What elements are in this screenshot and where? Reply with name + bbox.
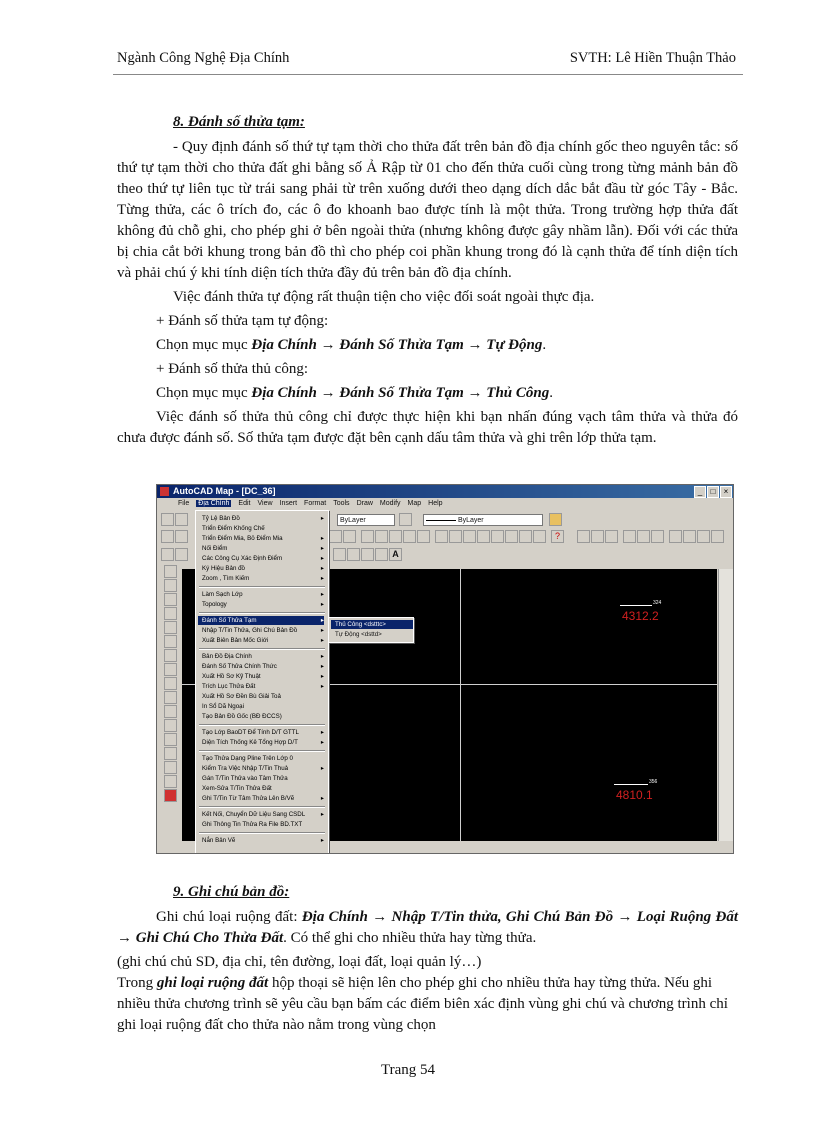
menu-item-label: Ký Hiệu Bản đồ bbox=[202, 565, 245, 572]
menu-item-label: Làm Sạch Lớp bbox=[202, 591, 243, 598]
menu-item[interactable] bbox=[202, 728, 324, 737]
menu-item[interactable] bbox=[202, 544, 324, 553]
submenu-arrow-icon: ▸ bbox=[320, 765, 324, 772]
tool-icon[interactable] bbox=[164, 663, 177, 676]
zoom-icon[interactable] bbox=[519, 530, 532, 543]
section-8-paragraph-5: + Đánh số thửa thủ công: bbox=[156, 361, 308, 377]
tool-icon[interactable] bbox=[164, 635, 177, 648]
tool-icon[interactable] bbox=[164, 733, 177, 746]
tool-icon[interactable] bbox=[164, 565, 177, 578]
p4-prefix: Chọn mục mục bbox=[156, 337, 252, 353]
tool-icon[interactable] bbox=[164, 761, 177, 774]
menu-item-label: Diện Tích Thống Kê Tổng Hợp D/T bbox=[202, 739, 298, 746]
tool-icon[interactable] bbox=[683, 530, 696, 543]
menu-file[interactable]: File bbox=[178, 500, 190, 507]
s9-p1-prefix: Ghi chú loại ruộng đất: bbox=[156, 909, 302, 925]
menu-item-label: Đánh Số Thửa Chính Thức bbox=[202, 663, 277, 670]
tool-icon[interactable] bbox=[651, 530, 664, 543]
tool-icon[interactable] bbox=[669, 530, 682, 543]
vertical-scrollbar[interactable] bbox=[718, 569, 733, 841]
menu-item[interactable] bbox=[202, 794, 324, 803]
submenu-arrow-icon: ▸ bbox=[320, 617, 324, 624]
minimize-icon[interactable]: _ bbox=[694, 486, 706, 498]
menu-item-label: In Sổ Dã Ngoại bbox=[202, 703, 244, 710]
tool-icon[interactable] bbox=[463, 530, 476, 543]
menu-separator bbox=[199, 832, 325, 834]
menu-item-label: Bản Đồ Địa Chính bbox=[202, 653, 252, 660]
tool-icon[interactable] bbox=[164, 621, 177, 634]
section-9-paragraph-1 bbox=[117, 907, 738, 949]
menu-separator bbox=[199, 750, 325, 752]
parcel-number-small: 356 bbox=[649, 779, 658, 785]
menu-bar bbox=[157, 498, 733, 510]
submenu-arrow-icon: ▸ bbox=[320, 653, 324, 660]
tool-icon[interactable] bbox=[175, 548, 188, 561]
menu-separator bbox=[199, 612, 325, 614]
tool-icon[interactable] bbox=[577, 530, 590, 543]
menu-item-label: Kiểm Tra Việc Nhập T/Tin Thuả bbox=[202, 765, 289, 772]
tool-icon[interactable] bbox=[477, 530, 490, 543]
tool-icon[interactable] bbox=[161, 513, 174, 526]
menu-item[interactable] bbox=[202, 600, 324, 609]
menu-view[interactable]: View bbox=[257, 500, 273, 507]
tool-icon[interactable] bbox=[591, 530, 604, 543]
tool-icon[interactable] bbox=[164, 607, 177, 620]
window-title: AutoCAD Map - [DC_36] bbox=[173, 486, 276, 496]
section-9-heading: 9. Ghi chú bản đồ: bbox=[173, 884, 290, 900]
menu-item[interactable] bbox=[202, 764, 324, 773]
menu-item-label: Ghi Thông Tin Thửa Ra File BD.TXT bbox=[202, 821, 303, 828]
menu-item-label: Ghi T/Tin Từ Tâm Thửa Lên B/Vẽ bbox=[202, 795, 295, 802]
menu-item-label: Tỷ Lệ Bản Đồ bbox=[202, 515, 240, 522]
left-toolbar bbox=[162, 565, 179, 805]
close-icon[interactable]: × bbox=[720, 486, 732, 498]
submenu-arrow-icon: ▸ bbox=[320, 601, 324, 608]
tool-icon[interactable] bbox=[347, 548, 360, 561]
menu-item-label: Nắn Bản Vẽ bbox=[202, 837, 236, 844]
menu-separator bbox=[199, 724, 325, 726]
submenu-arrow-icon: ▸ bbox=[320, 663, 324, 670]
color-icon[interactable] bbox=[549, 513, 562, 526]
submenu-arrow-icon: ▸ bbox=[320, 575, 324, 582]
zoom-icon[interactable] bbox=[533, 530, 546, 543]
tool-icon[interactable] bbox=[637, 530, 650, 543]
layer-combo[interactable]: ByLayer bbox=[337, 514, 395, 526]
submenu-arrow-icon: ▸ bbox=[320, 565, 324, 572]
menu-insert[interactable]: Insert bbox=[279, 500, 298, 507]
submenu-arrow-icon: ▸ bbox=[320, 837, 324, 844]
tool-icon[interactable] bbox=[361, 530, 374, 543]
menu-item[interactable] bbox=[202, 574, 324, 583]
menu-item-label: Tạo Bản Đồ Gốc (BĐ ĐCCS) bbox=[202, 713, 282, 720]
linetype-label: ByLayer bbox=[457, 517, 484, 524]
menu-item[interactable] bbox=[202, 692, 324, 701]
submenu-arrow-icon: ▸ bbox=[320, 811, 324, 818]
menu-item-label: Nối Điểm bbox=[202, 545, 228, 552]
menu-item-label: Triển Điểm Khống Chế bbox=[202, 525, 265, 532]
tool-icon[interactable] bbox=[389, 530, 402, 543]
menu-item[interactable] bbox=[202, 652, 324, 661]
tool-icon[interactable] bbox=[161, 530, 174, 543]
tool-icon[interactable] bbox=[711, 530, 724, 543]
menu-item[interactable] bbox=[202, 564, 324, 573]
menu-item-label: Các Công Cụ Xác Định Điểm bbox=[202, 555, 283, 562]
tool-icon[interactable] bbox=[333, 548, 346, 561]
menu-item-label: Kết Nối, Chuyển Dữ Liệu Sang CSDL bbox=[202, 811, 306, 818]
submenu-item-thu-cong[interactable]: Thủ Công <dstttc> bbox=[331, 620, 413, 629]
menu-path-manual: Địa Chính → Đánh Số Thửa Tạm → Thủ Công bbox=[251, 385, 550, 401]
menu-item-label: Nhập T/Tin Thửa, Ghi Chú Bản Đồ bbox=[202, 627, 298, 634]
menu-draw[interactable]: Draw bbox=[356, 500, 373, 507]
app-icon bbox=[160, 487, 169, 496]
tool-icon[interactable] bbox=[605, 530, 618, 543]
tool-icon[interactable] bbox=[164, 691, 177, 704]
dia-chinh-menu bbox=[195, 510, 329, 854]
tool-icon[interactable] bbox=[361, 548, 374, 561]
submenu-item-tu-dong[interactable]: Tự Động <dsttd> bbox=[335, 631, 382, 638]
menu-item[interactable] bbox=[202, 836, 324, 845]
section-9-paragraph-3 bbox=[117, 973, 738, 1036]
tool-icon[interactable] bbox=[164, 719, 177, 732]
menu-item[interactable] bbox=[202, 754, 324, 763]
menu-item-label: Gán T/Tin Thửa vào Tâm Thửa bbox=[202, 775, 288, 782]
menu-item-label: Topology bbox=[202, 601, 227, 608]
section-8-paragraph-1: - Quy định đánh số thứ tự tạm thời cho thửa đất trên bản đồ địa chính gốc theo nguyên tắc: số thứ tự tạm thời cho thửa đất ghi bằng số Ả Rập từ 01 cho đến thửa cuối cùng trong từng mảnh bản đồ theo thứ tự liên tục từ trái sang phải từ trên xuống dưới theo dạng dích dắc bắt đầu từ góc Tây - Bắc. Từng thửa, các ô trích đo, các ô đo khoanh bao được tính là một thửa. Trong trường hợp thửa đất không đủ chỗ ghi, cho phép ghi ở bên ngoài thửa (nhưng không được gây nhầm lẫn). Đối với các thửa bị chia cắt bởi khung trong bản đồ thì cho phép coi phần khung trong đó là cạnh thửa để tính diện tích và phải chú ý khi tính diện tích thửa đầy đủ trên bản đồ địa chính. bbox=[117, 139, 738, 281]
menu-item[interactable] bbox=[202, 554, 324, 563]
header-rule bbox=[113, 74, 743, 75]
tool-icon[interactable] bbox=[164, 705, 177, 718]
menu-item-label: Trích Lục Thửa Đất bbox=[202, 683, 256, 690]
tool-icon[interactable] bbox=[403, 530, 416, 543]
tool-icon[interactable] bbox=[164, 579, 177, 592]
tool-icon[interactable] bbox=[164, 775, 177, 788]
menu-item[interactable] bbox=[202, 738, 324, 747]
menu-item[interactable] bbox=[202, 636, 324, 645]
menu-item[interactable] bbox=[202, 662, 324, 671]
tool-icon[interactable] bbox=[375, 548, 388, 561]
text-icon[interactable]: A bbox=[389, 548, 402, 561]
menu-item[interactable] bbox=[202, 810, 324, 819]
erase-icon[interactable] bbox=[164, 789, 177, 802]
p4-suffix: . bbox=[542, 337, 547, 353]
menu-separator bbox=[199, 586, 325, 588]
menu-separator bbox=[199, 648, 325, 650]
s9-p3-suffix: hộp thoại sẽ hiện lên cho phép ghi cho nhiều thửa hay từng thửa. Nếu ghi nhiều thửa chương trình sẽ yêu cầu bạn bấm các điểm biên xác định vùng ghi chú và chương trình chỉ ghi loại ruộng đất cho thửa nào nằm trong vùng chọn bbox=[117, 975, 728, 1033]
tool-icon[interactable] bbox=[375, 530, 388, 543]
tool-icon[interactable] bbox=[491, 530, 504, 543]
menu-path-auto: Địa Chính → Đánh Số Thửa Tạm → Tự Động bbox=[251, 337, 543, 353]
section-9 bbox=[117, 882, 738, 1036]
section-8-heading: 8. Đánh số thửa tạm: bbox=[173, 114, 305, 130]
menu-format[interactable]: Format bbox=[304, 500, 327, 507]
menu-item[interactable] bbox=[202, 590, 324, 599]
maximize-icon[interactable]: □ bbox=[707, 486, 719, 498]
tool-icon[interactable] bbox=[417, 530, 430, 543]
menu-item-label: Tạo Thửa Dạng Pline Trên Lớp 0 bbox=[202, 755, 293, 762]
menu-item[interactable] bbox=[202, 712, 324, 721]
menu-item[interactable] bbox=[202, 820, 324, 829]
submenu-arrow-icon: ▸ bbox=[320, 627, 324, 634]
header-left: Ngành Công Nghệ Địa Chính bbox=[117, 50, 290, 66]
parcel-marker-line bbox=[614, 784, 648, 785]
submenu-arrow-icon: ▸ bbox=[320, 591, 324, 598]
s9-p3-prefix: Trong bbox=[117, 975, 157, 991]
s9-p3-bold: ghi loại ruộng đất bbox=[156, 975, 269, 991]
linetype-combo[interactable] bbox=[423, 514, 543, 526]
menu-item[interactable] bbox=[202, 774, 324, 783]
tool-icon[interactable] bbox=[164, 677, 177, 690]
menu-edit[interactable]: Edit bbox=[238, 500, 251, 507]
menu-item-label: Đánh Số Thửa Tạm bbox=[202, 617, 257, 624]
title-bar bbox=[157, 485, 733, 498]
menu-item-label: Xuất Biên Bản Mốc Giới bbox=[202, 637, 269, 644]
menu-item[interactable] bbox=[202, 784, 324, 793]
submenu-arrow-icon: ▸ bbox=[320, 555, 324, 562]
menu-modify[interactable]: Modify bbox=[379, 500, 401, 507]
submenu-arrow-icon: ▸ bbox=[320, 545, 324, 552]
tool-icon[interactable] bbox=[175, 530, 188, 543]
menu-tools[interactable]: Tools bbox=[333, 500, 350, 507]
menu-item[interactable] bbox=[202, 524, 324, 533]
menu-item-label: Xuất Hồ Sơ Kỹ Thuật bbox=[202, 673, 261, 680]
menu-item[interactable] bbox=[202, 702, 324, 711]
tool-icon[interactable] bbox=[164, 747, 177, 760]
layer-icon[interactable] bbox=[399, 513, 412, 526]
help-icon[interactable]: ? bbox=[551, 530, 564, 543]
menu-separator bbox=[199, 806, 325, 808]
tool-icon[interactable] bbox=[505, 530, 518, 543]
menu-item[interactable] bbox=[202, 626, 324, 635]
submenu-arrow-icon: ▸ bbox=[320, 673, 324, 680]
tool-icon[interactable] bbox=[175, 513, 188, 526]
submenu-arrow-icon: ▸ bbox=[320, 515, 324, 522]
p6-prefix: Chọn mục mục bbox=[156, 385, 252, 401]
page-number: Trang 54 bbox=[380, 1062, 436, 1078]
menu-help[interactable]: Help bbox=[428, 500, 443, 507]
parcel-marker-line bbox=[620, 605, 652, 606]
section-8-paragraph-4 bbox=[117, 335, 738, 356]
submenu-arrow-icon: ▸ bbox=[320, 739, 324, 746]
tool-icon[interactable] bbox=[161, 548, 174, 561]
redo-icon[interactable] bbox=[343, 530, 356, 543]
p6-suffix: . bbox=[549, 385, 553, 401]
menu-item-label: Zoom , Tìm Kiếm bbox=[202, 575, 250, 582]
menu-item-label: Triển Điểm Mia, Bỏ Điểm Mia bbox=[202, 535, 283, 542]
header-right: SVTH: Lê Hiền Thuận Thảo bbox=[569, 50, 736, 66]
submenu-arrow-icon: ▸ bbox=[320, 795, 324, 802]
tool-icon[interactable] bbox=[164, 649, 177, 662]
section-8-paragraph-3: + Đánh số thửa tạm tự động: bbox=[156, 313, 329, 329]
tool-icon[interactable] bbox=[164, 593, 177, 606]
tool-icon[interactable] bbox=[449, 530, 462, 543]
menu-path-land-type: Địa Chính → Nhập T/Tin thửa, Ghi Chú Bản Đồ → Loại Ruộng Đất → Ghi Chú Cho Thửa Đất bbox=[117, 909, 738, 946]
autocad-screenshot bbox=[156, 484, 734, 854]
section-9-paragraph-2: (ghi chú chủ SD, địa chỉ, tên đường, loại đất, loại quản lý…) bbox=[117, 954, 482, 970]
parcel-boundary-vertical bbox=[460, 569, 461, 841]
parcel-number-small: 324 bbox=[653, 600, 662, 606]
tool-icon[interactable] bbox=[697, 530, 710, 543]
menu-item-label: Tạo Lớp BaoDT Để Tính D/T GTTL bbox=[202, 729, 299, 736]
menu-item-label: Xuất Hồ Sơ Đền Bù Giải Toả bbox=[202, 693, 281, 700]
menu-item-label: Xem-Sửa T/Tin Thửa Đất bbox=[202, 785, 272, 792]
s9-p1-suffix: . Có thể ghi cho nhiều thửa hay từng thửa. bbox=[283, 930, 537, 946]
menu-item[interactable] bbox=[202, 672, 324, 681]
tool-icon[interactable] bbox=[623, 530, 636, 543]
menu-item[interactable] bbox=[198, 616, 324, 625]
menu-item[interactable] bbox=[202, 534, 324, 543]
submenu-arrow-icon: ▸ bbox=[320, 637, 324, 644]
tool-icon[interactable] bbox=[435, 530, 448, 543]
section-8-paragraph-6 bbox=[117, 383, 738, 404]
submenu-arrow-icon: ▸ bbox=[320, 683, 324, 690]
section-8-paragraph-7: Việc đánh số thửa thủ công chỉ được thực hiện khi bạn nhấn đúng vạch tâm thửa và thửa đó chưa được đánh số. Số thửa tạm được đặt bên cạnh dấu tâm thửa và ghi trên lớp thửa tạm. bbox=[117, 409, 738, 446]
menu-item[interactable] bbox=[202, 514, 324, 523]
parcel-area-label: 4810.1 bbox=[616, 788, 653, 802]
section-8 bbox=[117, 112, 738, 449]
menu-dia-chinh[interactable]: Địa Chính bbox=[198, 500, 230, 507]
submenu-arrow-icon: ▸ bbox=[320, 729, 324, 736]
menu-map[interactable]: Map bbox=[407, 500, 422, 507]
menu-item[interactable] bbox=[202, 682, 324, 691]
danh-so-thua-tam-submenu bbox=[328, 617, 414, 643]
parcel-area-label: 4312.2 bbox=[622, 609, 659, 623]
section-8-paragraph-2: Việc đánh thửa tự động rất thuận tiện cho việc đối soát ngoài thực địa. bbox=[173, 289, 595, 305]
submenu-arrow-icon: ▸ bbox=[320, 535, 324, 542]
undo-icon[interactable] bbox=[329, 530, 342, 543]
